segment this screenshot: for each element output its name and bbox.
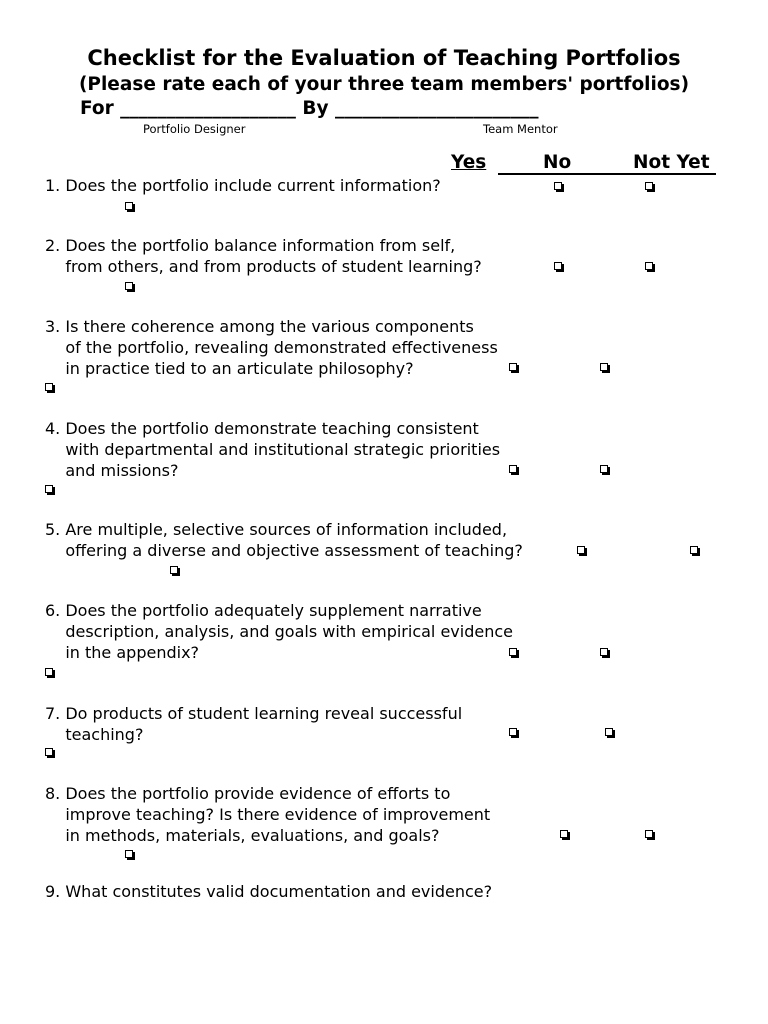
portfolio-designer-label: Portfolio Designer: [143, 122, 246, 136]
question-line: 6. Does the portfolio adequately supplement narrative: [45, 601, 482, 620]
question-4: [45, 418, 500, 481]
checkbox-q5-a[interactable]: [577, 546, 585, 554]
checkbox-q4-c[interactable]: [45, 485, 53, 493]
question-line: 9. What constitutes valid documentation and evidence?: [45, 882, 493, 901]
question-line: improve teaching? Is there evidence of improvement: [45, 805, 491, 824]
question-9: [45, 881, 492, 902]
checkbox-q3-a[interactable]: [509, 363, 517, 371]
checkbox-q6-b[interactable]: [600, 648, 608, 656]
question-line: description, analysis, and goals with empirical evidence: [45, 622, 513, 641]
column-yes: Yes: [451, 152, 487, 173]
checkbox-q4-b[interactable]: [600, 465, 608, 473]
column-no: No: [543, 152, 572, 173]
question-6: [45, 600, 513, 663]
question-line: with departmental and institutional strategic priorities: [45, 440, 501, 459]
checkbox-q8-c[interactable]: [125, 850, 133, 858]
question-line: in practice tied to an articulate philosophy?: [45, 359, 414, 378]
checkbox-q2-c[interactable]: [125, 282, 133, 290]
checkbox-q5-b[interactable]: [690, 546, 698, 554]
checkbox-q6-a[interactable]: [509, 648, 517, 656]
question-line: 1. Does the portfolio include current information?: [45, 176, 441, 195]
checkbox-q1-b[interactable]: [645, 182, 653, 190]
question-1: [45, 175, 441, 196]
question-5: [45, 519, 523, 561]
checkbox-q7-a[interactable]: [509, 728, 517, 736]
question-line: 3. Is there coherence among the various components: [45, 317, 474, 336]
question-line: 5. Are multiple, selective sources of information included,: [45, 520, 508, 539]
team-mentor-label: Team Mentor: [483, 122, 558, 136]
checkbox-q5-c[interactable]: [170, 566, 178, 574]
question-line: in the appendix?: [45, 643, 200, 662]
checkbox-q6-c[interactable]: [45, 668, 53, 676]
checkbox-q2-b[interactable]: [645, 262, 653, 270]
column-not-yet: Not Yet: [633, 152, 710, 173]
question-line: and missions?: [45, 461, 179, 480]
question-line: 7. Do products of student learning reveal successful: [45, 704, 463, 723]
checkbox-q7-c[interactable]: [45, 748, 53, 756]
question-line: offering a diverse and objective assessment of teaching?: [45, 541, 523, 560]
checkbox-q8-a[interactable]: [560, 830, 568, 838]
checkbox-q3-c[interactable]: [45, 383, 53, 391]
checkbox-q4-a[interactable]: [509, 465, 517, 473]
question-line: in methods, materials, evaluations, and goals?: [45, 826, 440, 845]
checkbox-q7-b[interactable]: [605, 728, 613, 736]
page-title: Checklist for the Evaluation of Teaching Portfolios: [87, 46, 681, 70]
question-line: 4. Does the portfolio demonstrate teaching consistent: [45, 419, 479, 438]
question-line: from others, and from products of student learning?: [45, 257, 482, 276]
question-line: teaching?: [45, 725, 144, 744]
question-line: 8. Does the portfolio provide evidence of efforts to: [45, 784, 451, 803]
question-7: [45, 703, 462, 745]
question-2: [45, 235, 482, 277]
checkbox-q1-c[interactable]: [125, 202, 133, 210]
checkbox-q8-b[interactable]: [645, 830, 653, 838]
checkbox-q1-a[interactable]: [554, 182, 562, 190]
question-line: of the portfolio, revealing demonstrated effectiveness: [45, 338, 498, 357]
question-8: [45, 783, 490, 846]
question-line: 2. Does the portfolio balance information from self,: [45, 236, 456, 255]
header-underline: [498, 173, 716, 175]
page-subtitle: (Please rate each of your three team members' portfolios): [78, 74, 690, 95]
question-3: [45, 316, 498, 379]
checkbox-q2-a[interactable]: [554, 262, 562, 270]
checkbox-q3-b[interactable]: [600, 363, 608, 371]
for-by-line: For ___________________ By ______________________: [80, 98, 539, 119]
